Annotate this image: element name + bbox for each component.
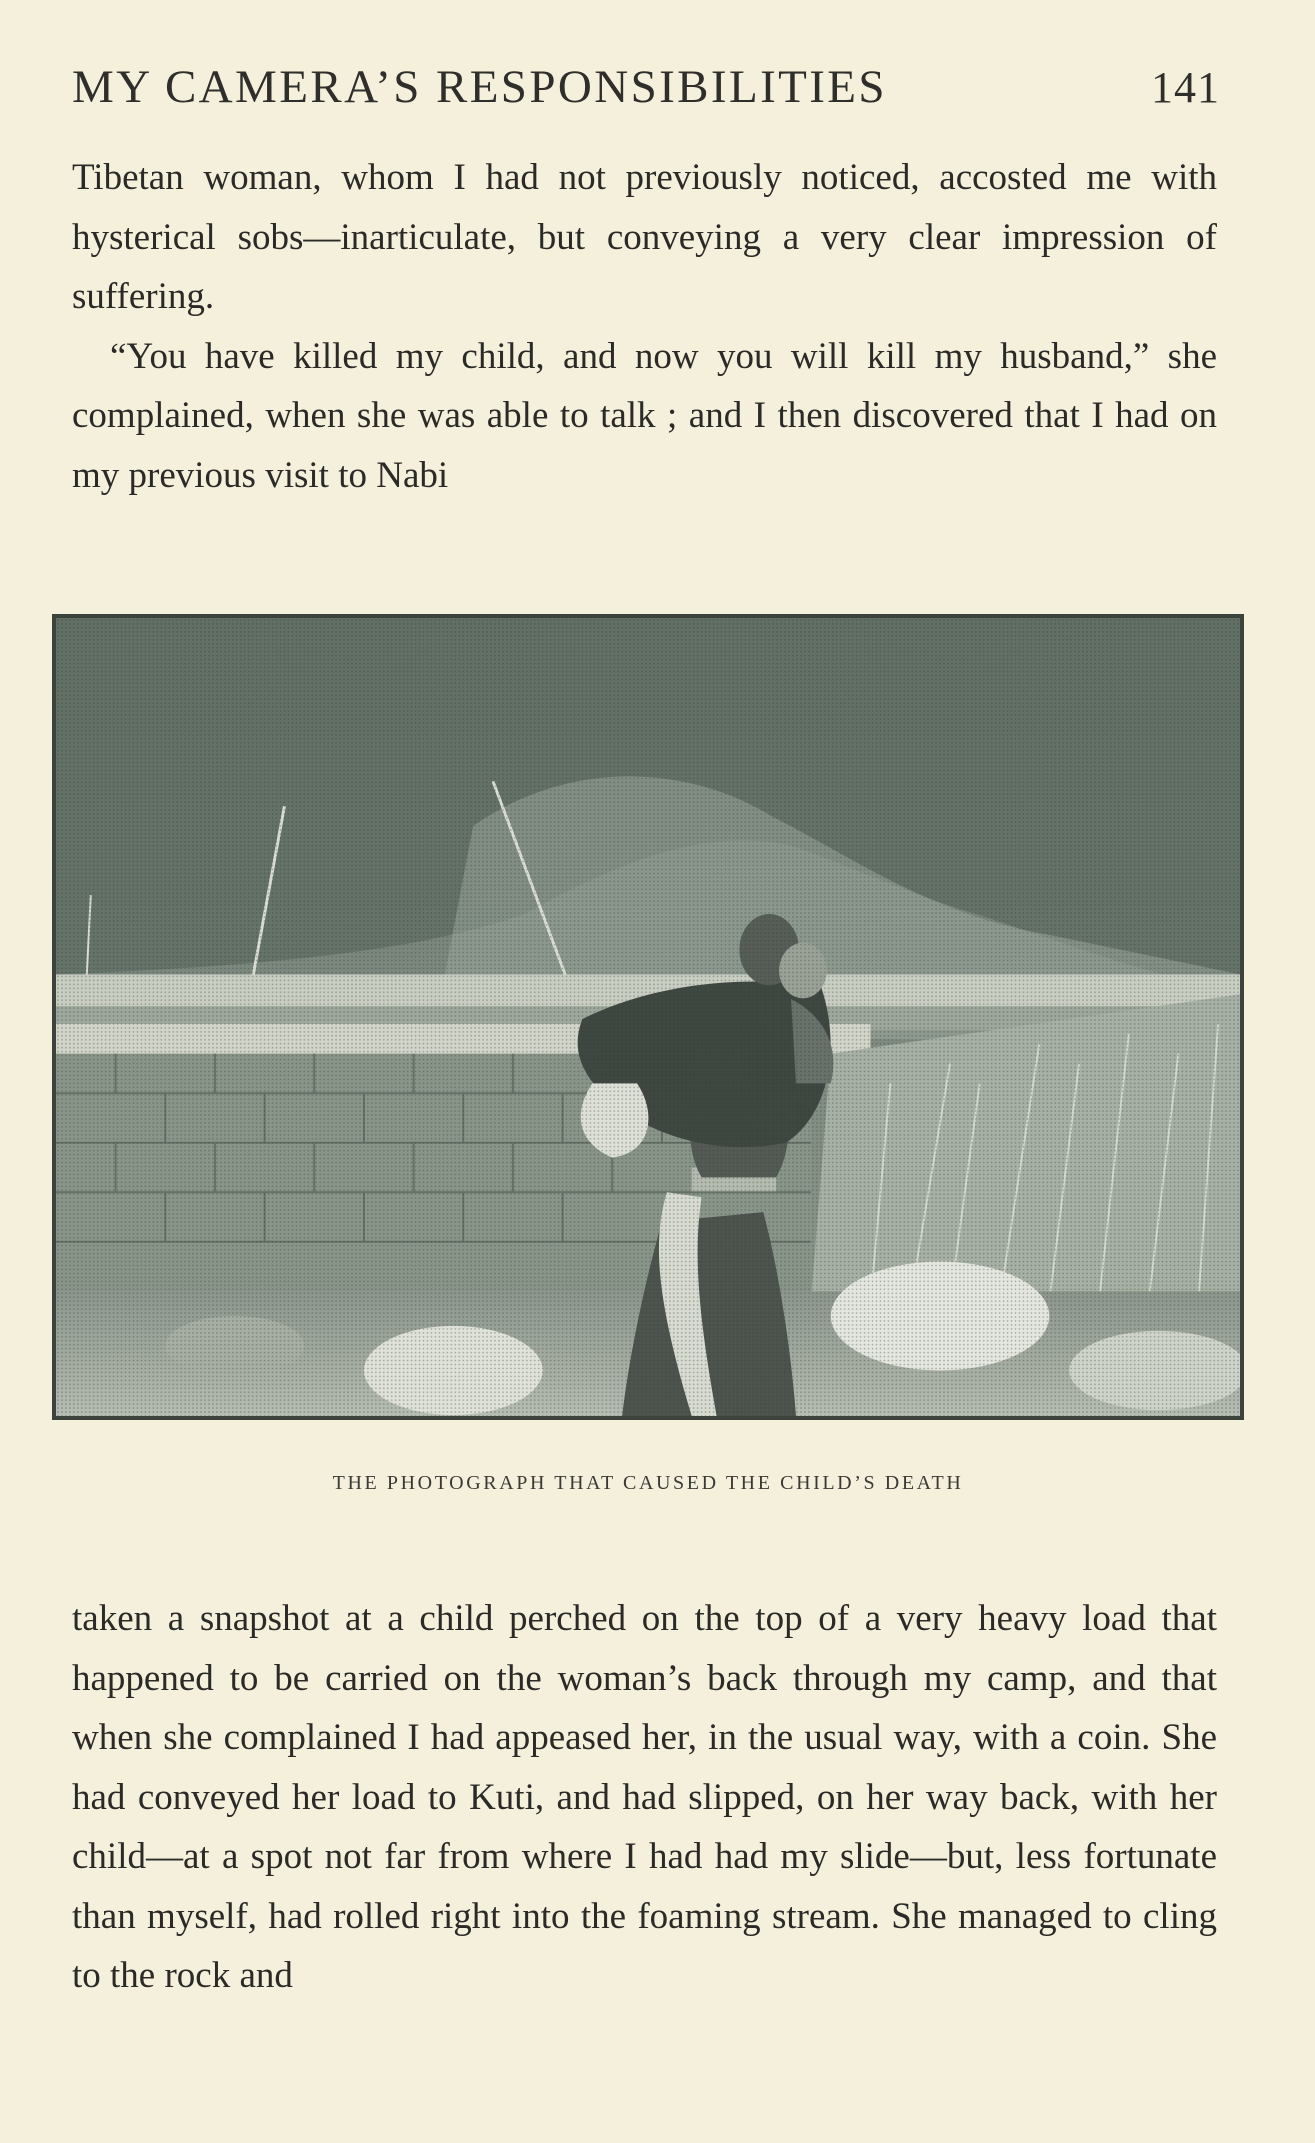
photograph-woman-carrying-child (56, 618, 1240, 1416)
page-number: 141 (1151, 63, 1220, 112)
paragraph-continued: Tibetan woman, whom I had not previously noticed, accosted me with hysterical sobs—inarticulate, but conveying a very clear impression of suffering. (72, 157, 1217, 317)
body-text-top (72, 148, 1217, 505)
paragraph-quote: “You have killed my child, and now you will kill my husband,” she complained, when she was able to talk ; and I then discovered that I had on my previous visit to Nabi (72, 335, 1217, 496)
paragraph-continued-after-figure: taken a snapshot at a child perched on the top of a very heavy load that happened to be carried on the woman’s back through my camp, and that when she complained I had appeased her, in the usual way, with a coin. She had conveyed her load to Kuti, and had slipped, on her way back, with her child—at a spot not far from where I had had my slide—but, less fortunate than myself, had rolled right into the foaming stream. She managed to cling to the rock and (72, 1598, 1217, 1996)
body-text-bottom (72, 1589, 1217, 2006)
halftone-photograph (52, 614, 1244, 1420)
running-title: MY CAMERA’S RESPONSIBILITIES (72, 61, 887, 113)
running-head (72, 60, 1220, 120)
figure-caption: THE PHOTOGRAPH THAT CAUSED THE CHILD’S DEATH (332, 1472, 964, 1494)
